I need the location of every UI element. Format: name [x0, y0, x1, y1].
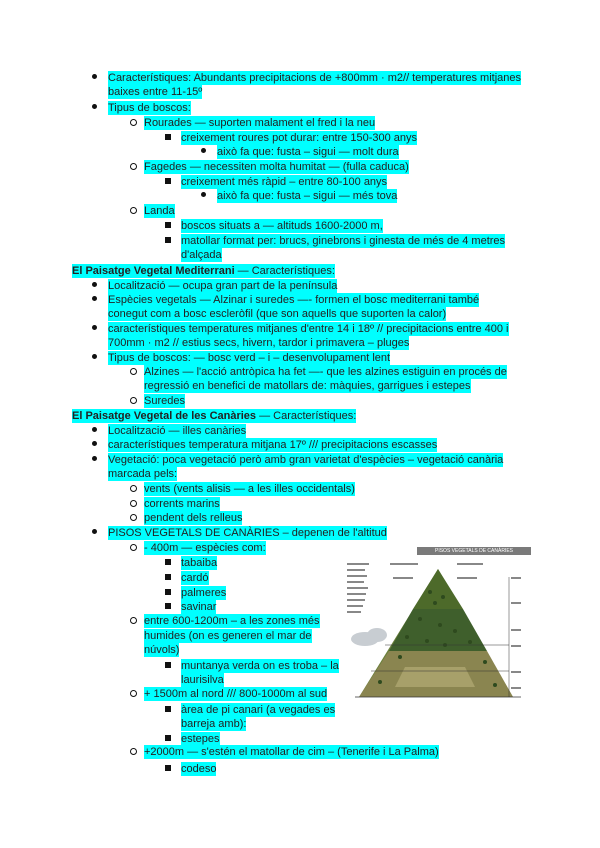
bullet-square [165, 222, 171, 228]
text-line: Tipus de boscos: — bosc verd – i – desenvolupament lent [108, 352, 391, 364]
bullet-circle [130, 748, 137, 755]
text-line: això fa que: fusta – sigui — més tova [217, 190, 398, 202]
text-line: 700mm · m2 // estius secs, hivern, tardor i primavera – pluges [108, 337, 410, 349]
text-line: Localització — illes canàries [108, 425, 247, 437]
section-heading [72, 264, 335, 278]
text-line: tabaiba [181, 557, 218, 569]
text-line: regressió en benefici de matollars de: màquies, garrigues i estepes [144, 380, 471, 392]
text-line: d'alçada [181, 249, 222, 261]
text-line: Landa [144, 205, 175, 217]
text-line: Rourades — suporten malament el fred i la neu [144, 117, 376, 129]
text-line: estepes [181, 733, 220, 745]
bullet-circle [130, 617, 137, 624]
bullet-dot [92, 282, 97, 287]
bullet-circle [130, 485, 137, 492]
bullet-square [165, 559, 171, 565]
text-line: entre 600-1200m – a les zones més [144, 615, 320, 627]
text-line: codeso [181, 763, 217, 775]
text-line: matollar format per: brucs, ginebrons i ginesta de més de 4 metres [181, 235, 506, 247]
text-line: creixement roures pot durar: entre 150-300 anys [181, 132, 418, 144]
bullet-circle [130, 397, 137, 404]
text-line: baixes entre 11-15º [108, 86, 203, 98]
bullet-dot [201, 148, 206, 153]
figure-title: PISOS VEGETALS DE CANÀRIES [417, 547, 531, 555]
text-line: palmeres [181, 587, 227, 599]
bullet-circle [130, 119, 137, 126]
text-line: creixement més ràpid – entre 80-100 anys [181, 176, 388, 188]
text-line: Alzines — l'acció antròpica ha fet —- que les alzines estiguin en procés de [144, 366, 507, 378]
text-line: corrents marins [144, 498, 220, 510]
text-line: vents (vents alisis — a les illes occidentals) [144, 483, 355, 495]
bullet-square [165, 237, 171, 243]
text-line: característiques temperatura mitjana 17º /// precipitacions escasses [108, 439, 438, 451]
bullet-dot [201, 192, 206, 197]
bullet-circle [130, 368, 137, 375]
bullet-square [165, 706, 171, 712]
vegetation-floors-figure [345, 547, 531, 707]
bullet-square [165, 574, 171, 580]
bullet-square [165, 178, 171, 184]
bullet-square [165, 765, 171, 771]
text-line: pendent dels relleus [144, 512, 243, 524]
bullet-dot [92, 325, 97, 330]
section-title: El Paisatge Vegetal de les Canàries [72, 410, 257, 422]
text-line: àrea de pi canari (a vegades es [181, 704, 336, 716]
bullet-square [165, 603, 171, 609]
text-line: Característiques: Abundants precipitacions de +800mm · m2// temperatures mitjanes [108, 72, 522, 84]
text-line: + 1500m al nord /// 800-1000m al sud [144, 688, 328, 700]
text-line: PISOS VEGETALS DE CANÀRIES – depenen de l'altitud [108, 527, 387, 539]
bullet-circle [130, 163, 137, 170]
text-line: humides (on es generen el mar de [144, 630, 312, 642]
text-line: conegut com a bosc escleròfil (que son aquells que suporten la calor) [108, 308, 447, 320]
text-line: muntanya verda on es troba – la [181, 660, 339, 672]
text-line: núvols) [144, 644, 180, 656]
bullet-circle [130, 500, 137, 507]
text-line: Suredes [144, 395, 185, 407]
bullet-dot [92, 427, 97, 432]
text-line: laurisilva [181, 674, 224, 686]
text-line: boscos situats a — altituds 1600-2000 m, [181, 220, 383, 232]
section-heading [72, 409, 356, 423]
bullet-circle [130, 514, 137, 521]
section-subtitle: — Característiques: [234, 265, 335, 277]
text-line: barreja amb): [181, 718, 247, 730]
bullet-square [165, 134, 171, 140]
bullet-dot [92, 354, 97, 359]
text-line: característiques temperatures mitjanes d'entre 14 i 18º // precipitacions entre 400 i [108, 323, 509, 335]
bullet-dot [92, 104, 97, 109]
bullet-circle [130, 544, 137, 551]
text-line: Tipus de boscos: [108, 102, 191, 114]
bullet-dot [92, 529, 97, 534]
bullet-circle [130, 690, 137, 697]
text-line: marcada pels: [108, 468, 178, 480]
text-line: +2000m — s'estén el matollar de cim – (Tenerife i La Palma) [144, 746, 439, 758]
bullet-circle [130, 207, 137, 214]
section-title: El Paisatge Vegetal Mediterrani [72, 265, 235, 277]
bullet-dot [92, 296, 97, 301]
text-line: Espècies vegetals — Alzinar i suredes —- formen el bosc mediterrani també [108, 294, 480, 306]
mountain-illustration [345, 547, 531, 707]
text-line: savinar [181, 601, 217, 613]
bullet-dot [92, 441, 97, 446]
text-line: això fa que: fusta – sigui — molt dura [217, 146, 399, 158]
bullet-dot [92, 74, 97, 79]
text-line: Vegetació: poca vegetació però amb gran varietat d'espècies – vegetació canària [108, 454, 504, 466]
bullet-square [165, 589, 171, 595]
section-subtitle: — Característiques: [256, 410, 357, 422]
text-line: Fagedes — necessiten molta humitat — (fulla caduca) [144, 161, 409, 173]
text-line: - 400m — espècies com: [144, 542, 266, 554]
text-line: Localització — ocupa gran part de la península [108, 280, 338, 292]
bullet-dot [92, 456, 97, 461]
bullet-square [165, 735, 171, 741]
text-line: cardó [181, 572, 209, 584]
bullet-square [165, 662, 171, 668]
